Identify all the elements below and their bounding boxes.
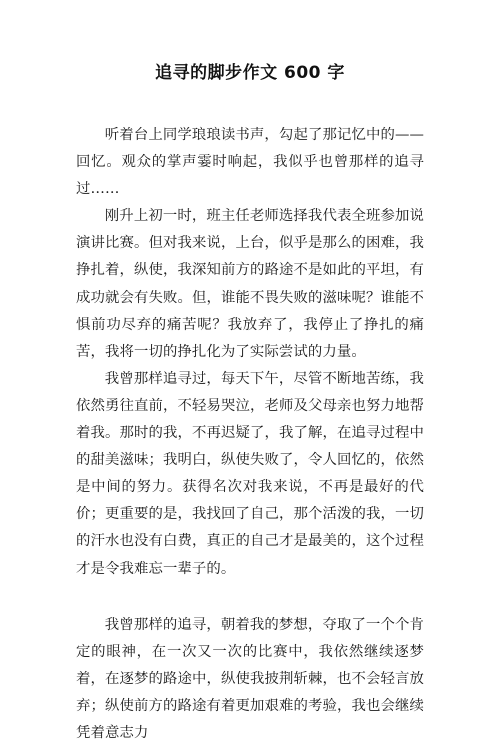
paragraph-2: 刚升上初一时，班主任老师选择我代表全班参加说演讲比赛。但对我来说，上台，似乎是那么的困难，我挣扎着，纵使，我深知前方的路途不是如此的平坦，有成功就会有失败。但，谁能不畏失败的滋味呢？谁能不惧前功尽弃的痛苦呢？我放弃了，我停止了挣扎的痛苦，我将一切的挣扎化为了实际尝试的力量。 [76,208,424,360]
paragraph-1: 听着台上同学琅琅读书声，勾起了那记忆中的——回忆。观众的掌声霎时响起，我似乎也曾那样的追寻过…… [76,127,424,198]
paragraph-4: 我曾那样的追寻，朝着我的梦想，夺取了一个个肯定的眼神，在一次又一次的比赛中，我依然继续逐梦着，在逐梦的路途中，纵使我披荆斩棘，也不会轻言放弃；纵使前方的路途有着更加艰难的考验，我也会继续凭着意志力 [76,616,424,741]
document-body [76,122,424,747]
document-title: 追寻的脚步作文 600 字 [155,63,345,83]
paragraph-3: 我曾那样追寻过，每天下午，尽管不断地苦练，我依然勇往直前，不轻易哭泣，老师及父母亲也努力地帮着我。那时的我，不再迟疑了，我了解，在追寻过程中的甜美滋味；我明白，纵使失败了，令人回忆的，依然是中间的努力。获得名次对我来说，不再是最好的代价；更重要的是，我找回了自己，那个活泼的我，一切的汗水也没有白费，真正的自己才是最美的，这个过程才是令我难忘一辈子的。 [76,370,424,577]
